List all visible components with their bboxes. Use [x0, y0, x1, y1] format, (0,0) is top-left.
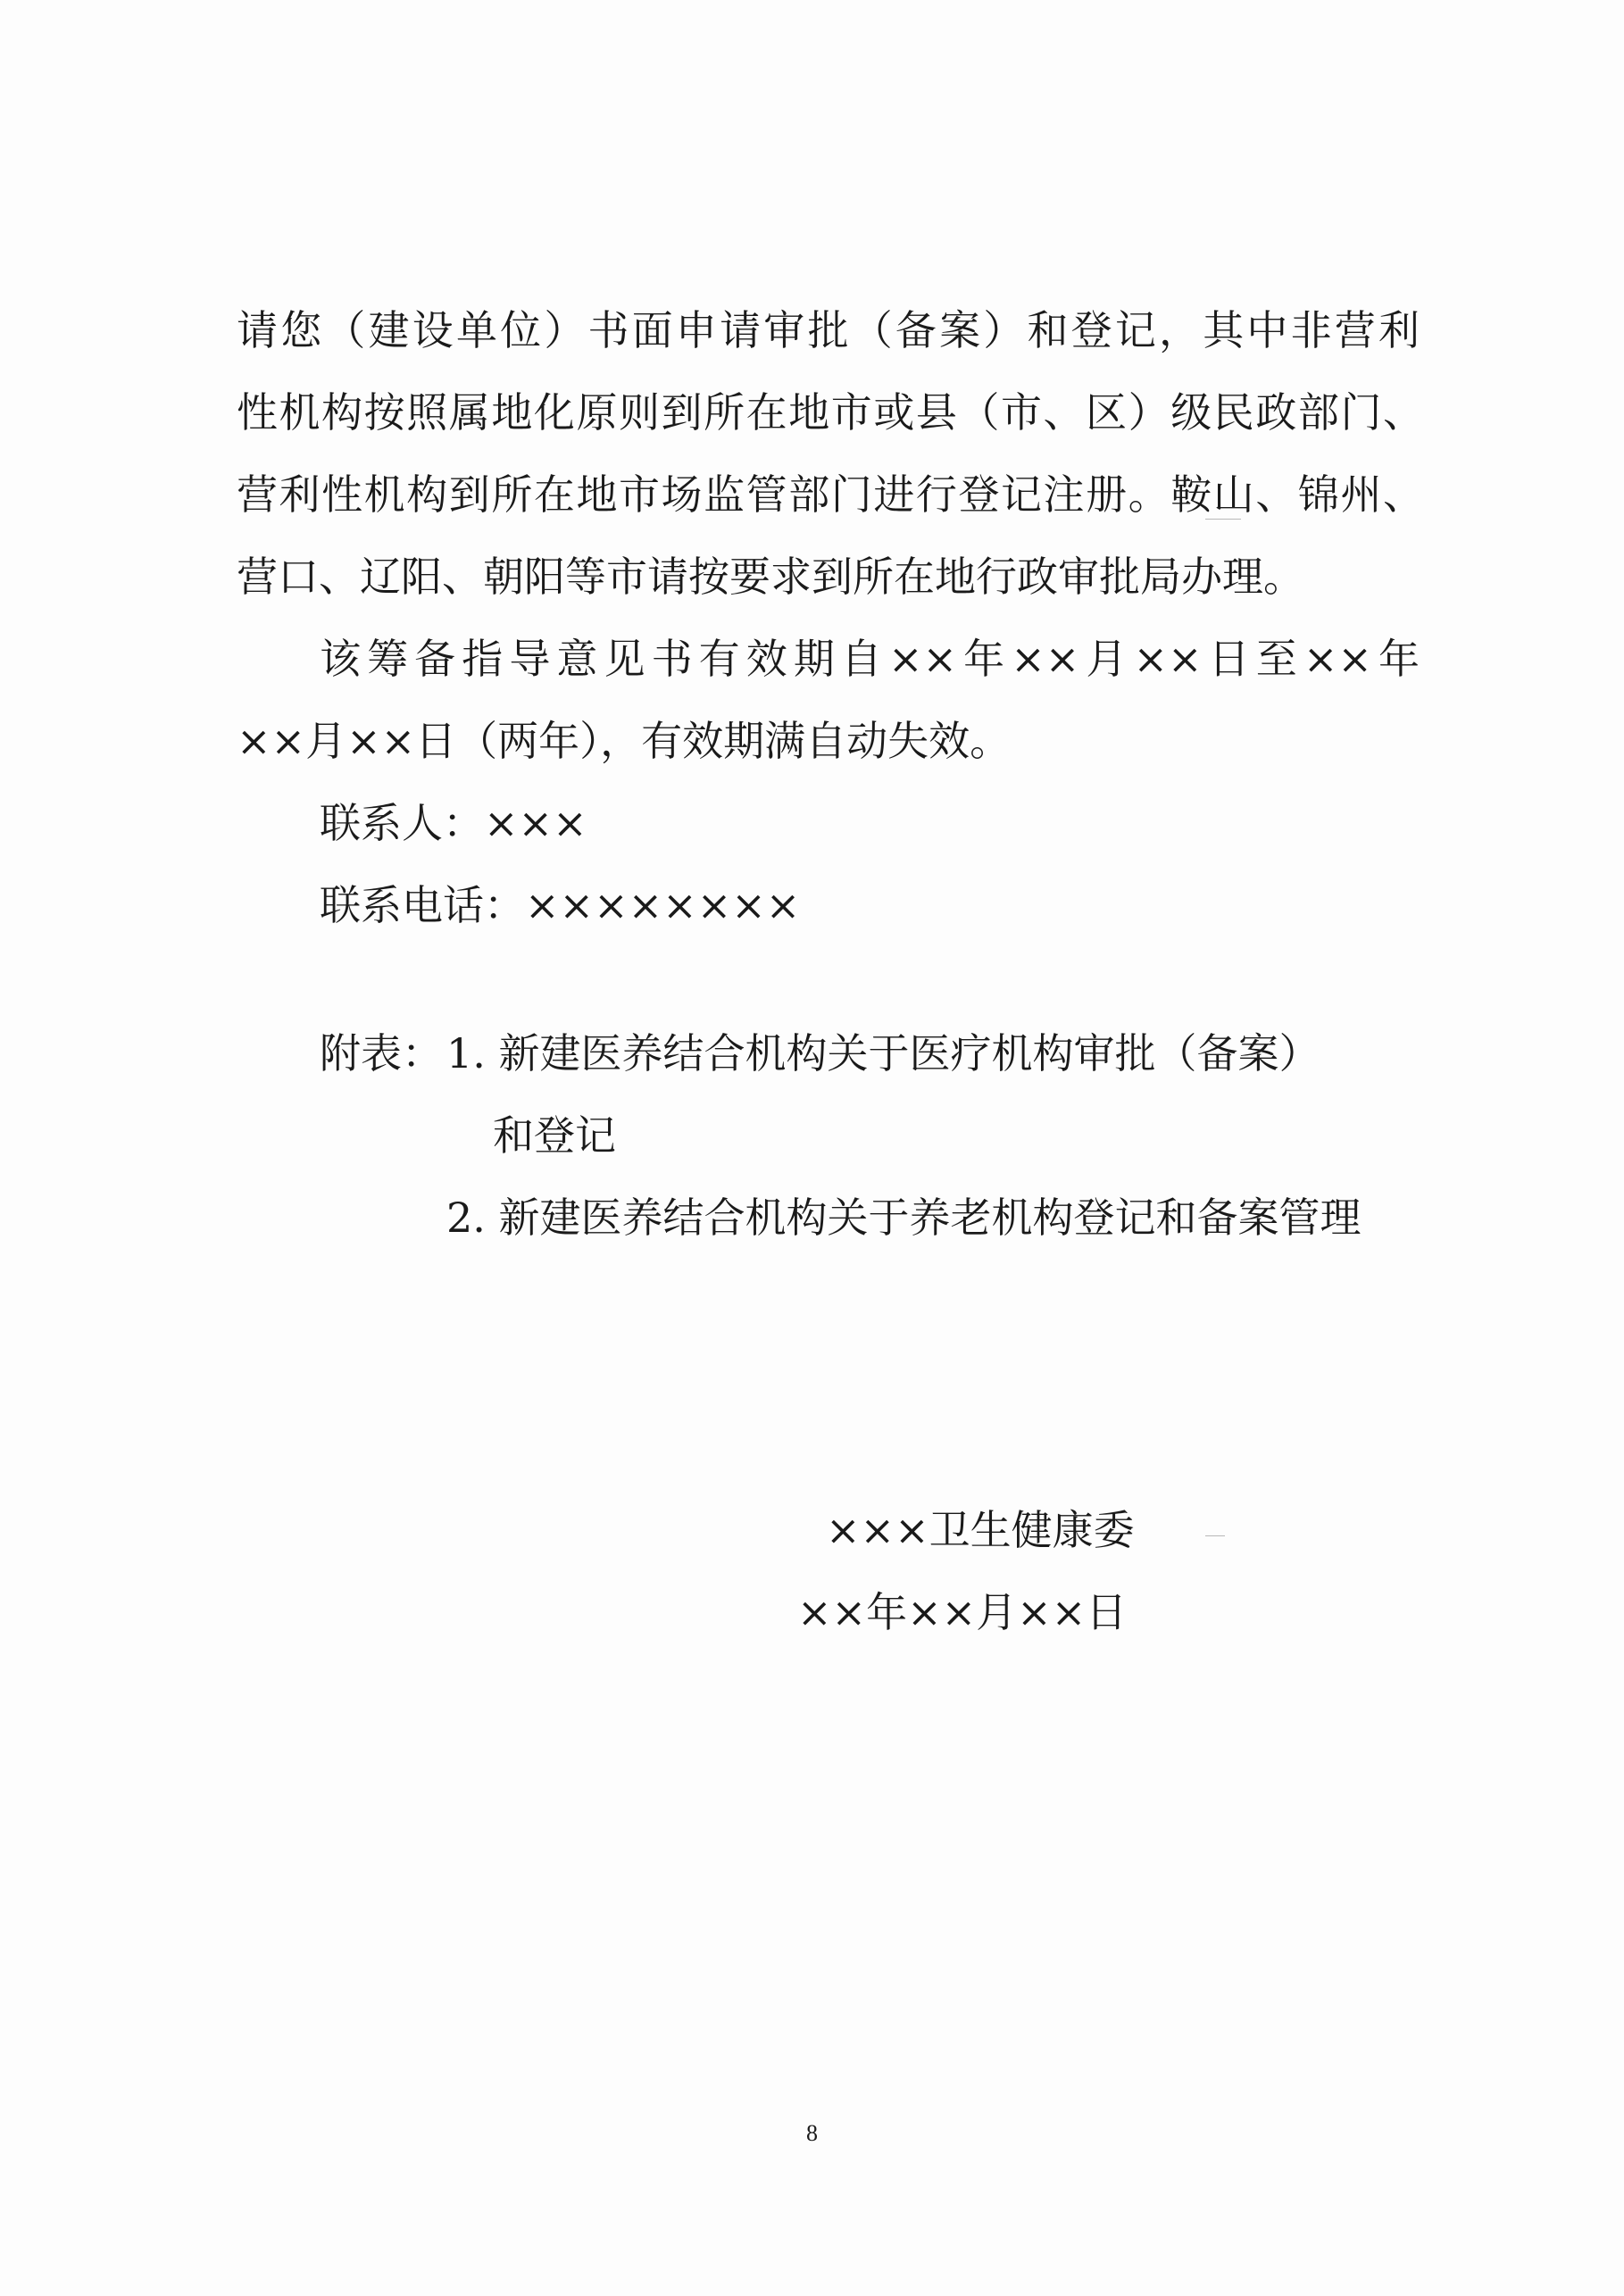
paragraph-1-line-1: 请您（建设单位）书面申请审批（备案）和登记，其中非营利: [237, 306, 1420, 354]
attachments-label: 附表：: [320, 1029, 443, 1077]
page-number: 8: [806, 2120, 818, 2146]
paragraph-1-line-3: 营利性机构到所在地市场监管部门进行登记注册。鞍山、锦州、: [237, 470, 1424, 519]
contact-person: 联系人：×××: [320, 799, 587, 847]
scan-speck: [1205, 1535, 1225, 1536]
issue-date: ××年××月××日: [797, 1588, 1128, 1636]
contact-phone: 联系电话：××××××××: [320, 881, 801, 929]
issuer-name: ×××卫生健康委: [826, 1506, 1135, 1554]
paragraph-1-line-4: 营口、辽阳、朝阳等市请按要求到所在地行政审批局办理。: [237, 553, 1304, 601]
attachment-item-1-line-1: 1. 新建医养结合机构关于医疗机构审批（备案）: [446, 1029, 1320, 1077]
paragraph-1-line-2: 性机构按照属地化原则到所在地市或县（市、区）级民政部门、: [237, 388, 1424, 437]
attachment-item-1-line-2: 和登记: [493, 1111, 616, 1160]
paragraph-2-line-2: ××月××日（两年），有效期满自动失效。: [237, 717, 1012, 765]
scan-speck: [1205, 519, 1241, 520]
paragraph-2-line-1: 该筹备指导意见书有效期自××年××月××日至××年: [320, 635, 1420, 683]
attachment-item-2: 2. 新建医养结合机构关于养老机构登记和备案管理: [446, 1194, 1362, 1242]
